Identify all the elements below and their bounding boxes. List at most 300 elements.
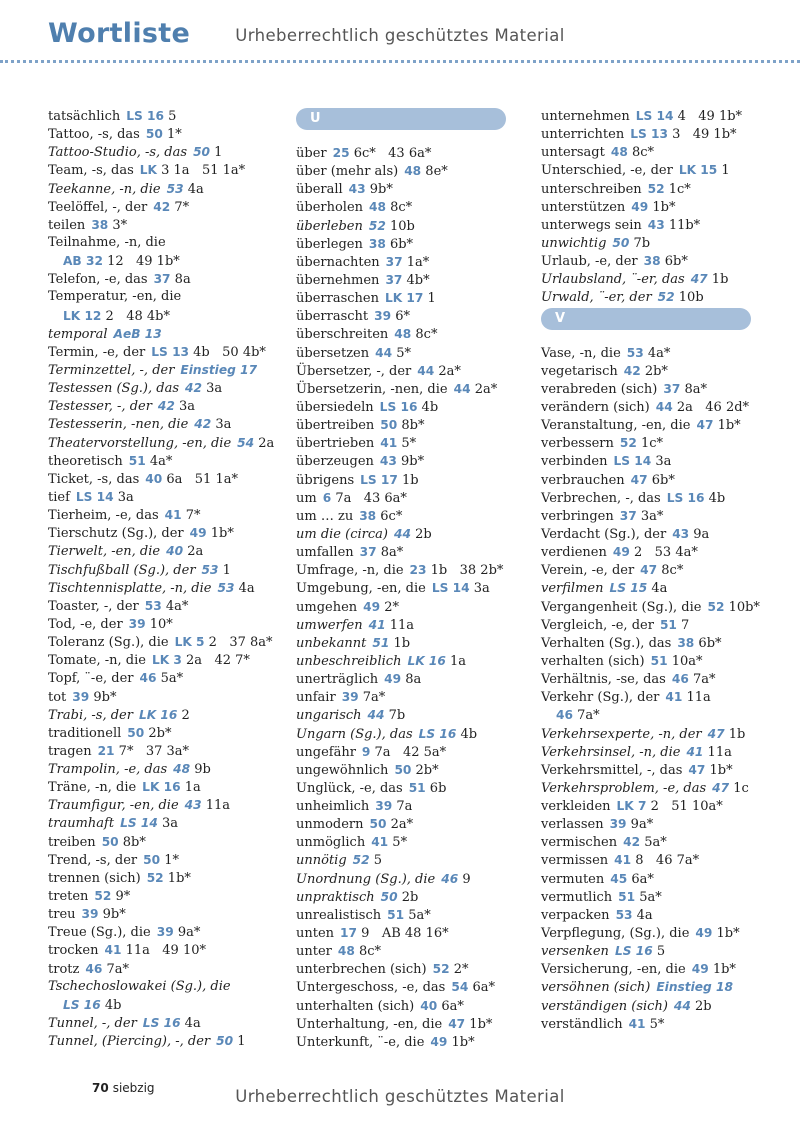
headword: verständlich bbox=[541, 1016, 623, 1032]
exercise-reference: 9b* bbox=[98, 907, 126, 923]
header-divider bbox=[0, 60, 800, 63]
headword: tief bbox=[48, 489, 70, 505]
lesson-reference: 52 bbox=[647, 181, 665, 196]
headword: Träne, -n, die bbox=[48, 780, 137, 796]
exercise-reference: 6a 51 1a* bbox=[162, 471, 238, 487]
list-item bbox=[296, 725, 546, 743]
exercise-reference: 8a* bbox=[680, 381, 708, 397]
exercise-reference: 1 bbox=[218, 562, 231, 578]
lesson-reference: 48 bbox=[394, 327, 412, 342]
lesson-reference: Einstieg 18 bbox=[656, 980, 733, 995]
headword: Tomate, -n, die bbox=[48, 653, 146, 669]
headword: Verkehrsproblem, -e, das bbox=[541, 780, 707, 796]
exercise-reference: 11a bbox=[682, 690, 711, 706]
exercise-reference: 3 1a 51 1a* bbox=[157, 163, 246, 179]
list-item bbox=[541, 234, 791, 252]
exercise-reference: 4b* bbox=[402, 272, 430, 288]
lesson-reference: 52 bbox=[94, 889, 112, 904]
exercise-reference: 4b bbox=[456, 726, 478, 742]
list-item bbox=[541, 180, 791, 198]
headword: verfilmen bbox=[541, 581, 604, 597]
list-item bbox=[296, 978, 546, 996]
list-item bbox=[296, 870, 546, 888]
headword: umwerfen bbox=[296, 617, 363, 633]
lesson-reference: 38 bbox=[677, 635, 695, 650]
headword: Urlaub, -e, der bbox=[541, 254, 638, 270]
headword: unpraktisch bbox=[296, 889, 375, 905]
headword: Übersetzer, -, der bbox=[296, 363, 412, 379]
lesson-reference: 47 bbox=[640, 563, 658, 578]
headword: trennen (sich) bbox=[48, 870, 141, 886]
list-item bbox=[541, 743, 791, 761]
headword: Verhältnis, -se, das bbox=[541, 672, 666, 688]
list-item bbox=[541, 833, 791, 851]
list-item bbox=[48, 742, 298, 760]
lesson-reference: LS 14 bbox=[613, 454, 652, 469]
list-item bbox=[48, 851, 298, 869]
lesson-reference: 53 bbox=[626, 345, 644, 360]
headword: Versicherung, -en, die bbox=[541, 962, 686, 978]
list-item bbox=[296, 325, 546, 343]
headword: tragen bbox=[48, 743, 92, 759]
exercise-reference: 4b 50 4b* bbox=[189, 344, 266, 360]
exercise-reference: 4a* bbox=[145, 453, 173, 469]
list-item bbox=[296, 235, 546, 253]
list-item bbox=[48, 688, 298, 706]
headword: unbekannt bbox=[296, 635, 367, 651]
exercise-reference: 11a bbox=[201, 798, 231, 814]
list-item bbox=[296, 960, 546, 978]
exercise-reference: 6b* bbox=[385, 236, 414, 252]
list-item bbox=[296, 289, 546, 307]
list-item bbox=[48, 706, 298, 724]
page-word: siebzig bbox=[112, 1081, 155, 1095]
list-item bbox=[48, 434, 298, 452]
lesson-reference: AeB 13 bbox=[113, 326, 162, 341]
list-item bbox=[296, 525, 546, 543]
lesson-reference: 53 bbox=[144, 598, 162, 613]
exercise-reference: 6b* bbox=[647, 472, 675, 488]
lesson-reference: 53 bbox=[217, 580, 235, 595]
list-item bbox=[296, 797, 546, 815]
exercise-reference: 1c* bbox=[636, 436, 664, 452]
list-item bbox=[296, 344, 546, 362]
headword: umfallen bbox=[296, 545, 354, 561]
list-item bbox=[48, 506, 298, 524]
exercise-reference: 3a* bbox=[636, 508, 664, 524]
list-item bbox=[48, 651, 298, 669]
list-item bbox=[48, 288, 298, 306]
lesson-reference: 9 bbox=[361, 744, 371, 759]
lesson-reference: 37 bbox=[385, 272, 403, 287]
list-item bbox=[48, 960, 298, 978]
word-column-3 bbox=[541, 107, 791, 1033]
exercise-reference: 5* bbox=[397, 436, 417, 452]
list-item bbox=[296, 489, 546, 507]
headword: unterschreiben bbox=[541, 181, 642, 197]
exercise-reference: 1b* bbox=[206, 526, 234, 542]
exercise-reference: 1b 38 2b* bbox=[426, 563, 504, 579]
list-item bbox=[48, 869, 298, 887]
lesson-reference: 50 bbox=[216, 1034, 234, 1049]
list-item bbox=[48, 905, 298, 923]
list-item bbox=[48, 887, 298, 905]
lesson-reference: 52 bbox=[146, 870, 164, 885]
lesson-reference: 41 bbox=[164, 508, 182, 523]
exercise-reference: 8c* bbox=[627, 145, 655, 161]
headword: Vase, -n, die bbox=[541, 345, 621, 361]
exercise-reference: 5a* bbox=[404, 907, 431, 923]
list-item bbox=[296, 779, 546, 797]
headword: unterstützen bbox=[541, 199, 626, 215]
headword: Tunnel, -, der bbox=[48, 1016, 137, 1032]
headword: vermuten bbox=[541, 871, 605, 887]
lesson-reference: 53 bbox=[166, 181, 184, 196]
list-item bbox=[541, 1015, 791, 1033]
headword: Theatervorstellung, -en, die bbox=[48, 435, 232, 451]
list-item bbox=[541, 706, 791, 724]
headword: Trampolin, -e, das bbox=[48, 762, 168, 778]
list-item bbox=[48, 615, 298, 633]
headword: Treue (Sg.), die bbox=[48, 925, 151, 941]
exercise-reference: 8 46 7a* bbox=[631, 853, 700, 869]
lesson-reference: 50 bbox=[380, 418, 398, 433]
list-item bbox=[541, 688, 791, 706]
headword: unrealistisch bbox=[296, 907, 382, 923]
headword: Tattoo, -s, das bbox=[48, 127, 140, 143]
lesson-reference: 37 bbox=[385, 254, 403, 269]
headword: verbessern bbox=[541, 436, 614, 452]
list-item bbox=[48, 452, 298, 470]
list-item bbox=[541, 761, 791, 779]
exercise-reference: 3a bbox=[157, 816, 178, 832]
headword: trotz bbox=[48, 961, 80, 977]
headword: Urwald, ¨-er, der bbox=[541, 290, 652, 306]
lesson-reference: 37 bbox=[153, 272, 171, 287]
lesson-reference: 48 bbox=[337, 944, 355, 959]
lesson-reference: 49 bbox=[691, 962, 709, 977]
headword: traumhaft bbox=[48, 816, 115, 832]
exercise-reference: 7b bbox=[384, 708, 406, 724]
lesson-reference: 47 bbox=[707, 726, 725, 741]
exercise-reference: 2a* bbox=[470, 381, 498, 397]
list-item bbox=[541, 779, 791, 797]
exercise-reference: 1b* bbox=[705, 762, 733, 778]
exercise-reference: 2a* bbox=[386, 817, 414, 833]
headword: übrigens bbox=[296, 472, 355, 488]
exercise-reference: 8a bbox=[170, 272, 191, 288]
lesson-reference: LS 16 bbox=[614, 944, 653, 959]
exercise-reference: 8c* bbox=[411, 327, 438, 343]
headword: Tunnel, (Piercing), -, der bbox=[48, 1034, 211, 1050]
headword: Termin, -e, der bbox=[48, 344, 146, 360]
headword: unterrichten bbox=[541, 127, 625, 143]
list-item bbox=[541, 634, 791, 652]
exercise-reference: 1b* bbox=[713, 418, 741, 434]
exercise-reference: 11a bbox=[703, 744, 732, 760]
headword: überraschen bbox=[296, 291, 379, 307]
lesson-reference: 43 bbox=[647, 217, 665, 232]
headword: unwichtig bbox=[541, 235, 607, 251]
list-item bbox=[541, 942, 791, 960]
headword: Teilnahme, -n, die bbox=[48, 234, 166, 250]
headword: Untergeschoss, -e, das bbox=[296, 980, 446, 996]
exercise-reference: 7* 37 3a* bbox=[114, 743, 190, 759]
lesson-reference: 52 bbox=[657, 290, 675, 305]
headword: Telefon, -e, das bbox=[48, 272, 148, 288]
headword: Unterschied, -e, der bbox=[541, 163, 673, 179]
lesson-reference: 43 bbox=[348, 182, 366, 197]
headword: Tierheim, -e, das bbox=[48, 508, 159, 524]
exercise-reference: 8b* bbox=[118, 834, 146, 850]
headword: übernehmen bbox=[296, 272, 380, 288]
exercise-reference: 12 49 1b* bbox=[102, 254, 180, 270]
lesson-reference: 50 bbox=[145, 127, 163, 142]
exercise-reference: 2b* bbox=[640, 363, 668, 379]
headword: Verhalten (Sg.), das bbox=[541, 635, 672, 651]
exercise-reference: 2a 46 2d* bbox=[672, 399, 750, 415]
list-item bbox=[48, 107, 298, 125]
list-item bbox=[296, 815, 546, 833]
list-item bbox=[296, 452, 546, 470]
lesson-reference: 44 bbox=[375, 345, 393, 360]
headword: um die (circa) bbox=[296, 526, 388, 542]
lesson-reference: 41 bbox=[686, 744, 704, 759]
exercise-reference: 5 bbox=[652, 944, 666, 960]
exercise-reference: 1b* bbox=[708, 962, 736, 978]
headword: übernachten bbox=[296, 254, 380, 270]
list-item bbox=[541, 960, 791, 978]
list-item bbox=[48, 597, 298, 615]
exercise-reference: 10a* bbox=[667, 653, 703, 669]
headword: Testesserin, -nen, die bbox=[48, 417, 189, 433]
headword: treiben bbox=[48, 834, 96, 850]
list-item bbox=[296, 634, 546, 652]
headword: teilen bbox=[48, 217, 86, 233]
watermark-bottom: Urheberrechtlich geschütztes Material bbox=[235, 1087, 565, 1106]
lesson-reference: 38 bbox=[368, 236, 386, 251]
exercise-reference: 2 51 10a* bbox=[646, 799, 723, 815]
exercise-reference: 2 37 8a* bbox=[204, 635, 273, 651]
headword: verständigen (sich) bbox=[541, 998, 668, 1014]
list-item bbox=[48, 361, 298, 379]
headword: vermischen bbox=[541, 835, 618, 851]
exercise-reference: 3a bbox=[113, 489, 134, 505]
lesson-reference: LS 16 bbox=[63, 997, 101, 1012]
lesson-reference: 43 bbox=[672, 526, 690, 541]
lesson-reference: 49 bbox=[384, 672, 402, 687]
exercise-reference: 1b bbox=[397, 472, 419, 488]
headword: tot bbox=[48, 689, 67, 705]
exercise-reference: 8b* bbox=[397, 418, 425, 434]
headword: unterhalten (sich) bbox=[296, 998, 415, 1014]
headword: übertrieben bbox=[296, 436, 375, 452]
lesson-reference: 49 bbox=[189, 526, 207, 541]
lesson-reference: 39 bbox=[374, 309, 392, 324]
lesson-reference: LK 12 bbox=[63, 308, 102, 323]
list-item bbox=[48, 996, 298, 1014]
exercise-reference: 6a* bbox=[468, 980, 495, 996]
list-item bbox=[48, 633, 298, 651]
list-item bbox=[296, 851, 546, 869]
list-item bbox=[48, 778, 298, 796]
lesson-reference: 42 bbox=[194, 417, 212, 432]
list-item bbox=[48, 760, 298, 778]
headword: unheimlich bbox=[296, 799, 370, 815]
list-item bbox=[541, 270, 791, 288]
exercise-reference: 6b bbox=[425, 780, 447, 796]
headword: versenken bbox=[541, 944, 609, 960]
list-item bbox=[48, 978, 298, 996]
lesson-reference: 38 bbox=[643, 254, 661, 269]
lesson-reference: LK 3 bbox=[151, 653, 182, 668]
list-item bbox=[296, 380, 546, 398]
exercise-reference: 4a bbox=[632, 907, 653, 923]
list-item bbox=[296, 162, 546, 180]
list-item bbox=[541, 924, 791, 942]
exercise-reference: 7a* bbox=[572, 708, 600, 724]
lesson-reference: 50 bbox=[369, 817, 387, 832]
lesson-reference: 39 bbox=[609, 817, 627, 832]
headword: Tierschutz (Sg.), der bbox=[48, 526, 184, 542]
headword: Ticket, -s, das bbox=[48, 471, 140, 487]
lesson-reference: 42 bbox=[157, 399, 175, 414]
exercise-reference: 1a bbox=[445, 653, 467, 669]
headword: Tischtennisplatte, -n, die bbox=[48, 580, 212, 596]
list-item bbox=[48, 724, 298, 742]
list-item bbox=[541, 398, 791, 416]
exercise-reference: 7a* bbox=[688, 672, 716, 688]
list-item bbox=[48, 397, 298, 415]
headword: ungarisch bbox=[296, 708, 362, 724]
headword: Veranstaltung, -en, die bbox=[541, 418, 691, 434]
lesson-reference: Einstieg 17 bbox=[180, 362, 258, 377]
headword: über bbox=[296, 146, 327, 161]
lesson-reference: 38 bbox=[91, 217, 109, 232]
exercise-reference: 1* bbox=[160, 852, 179, 868]
exercise-reference: 4a bbox=[647, 581, 668, 597]
exercise-reference: 9 bbox=[458, 871, 471, 887]
headword: versöhnen (sich) bbox=[541, 980, 651, 996]
list-item bbox=[296, 434, 546, 452]
list-item bbox=[296, 598, 546, 616]
headword: vermissen bbox=[541, 853, 609, 869]
lesson-reference: 52 bbox=[352, 853, 370, 868]
exercise-reference: 9b bbox=[190, 762, 211, 778]
list-item bbox=[296, 1033, 546, 1051]
list-item bbox=[541, 561, 791, 579]
exercise-reference: 9b* bbox=[365, 182, 393, 198]
headword: überschreiten bbox=[296, 327, 389, 343]
headword: unmöglich bbox=[296, 835, 366, 851]
lesson-reference: 40 bbox=[420, 998, 438, 1013]
lesson-reference: LS 13 bbox=[151, 344, 190, 359]
lesson-reference: LS 17 bbox=[360, 472, 398, 487]
headword: Unordnung (Sg.), die bbox=[296, 871, 436, 887]
list-item bbox=[296, 579, 546, 597]
list-item bbox=[296, 942, 546, 960]
headword: Unterhaltung, -en, die bbox=[296, 1016, 443, 1032]
list-item bbox=[296, 616, 546, 634]
list-item bbox=[541, 434, 791, 452]
lesson-reference: 37 bbox=[359, 545, 377, 560]
lesson-reference: LS 16 bbox=[418, 726, 457, 741]
headword: ungewöhnlich bbox=[296, 762, 389, 778]
list-item bbox=[48, 923, 298, 941]
exercise-reference: 9b* bbox=[89, 689, 117, 705]
list-item bbox=[48, 379, 298, 397]
headword: Tschechoslowakei (Sg.), die bbox=[48, 978, 231, 994]
exercise-reference: 1* bbox=[162, 127, 182, 143]
exercise-reference: 7a bbox=[392, 799, 413, 815]
lesson-reference: 54 bbox=[451, 980, 469, 995]
lesson-reference: 46 bbox=[85, 961, 103, 976]
list-item bbox=[541, 452, 791, 470]
lesson-reference: 49 bbox=[363, 599, 381, 614]
headword: Teelöffel, -, der bbox=[48, 199, 148, 215]
exercise-reference: 10* bbox=[145, 616, 173, 632]
list-item bbox=[541, 906, 791, 924]
list-item bbox=[48, 561, 298, 579]
list-item bbox=[48, 796, 298, 814]
lesson-reference: 42 bbox=[185, 381, 202, 396]
lesson-reference: LK 16 bbox=[407, 653, 446, 668]
lesson-reference: 40 bbox=[166, 544, 184, 559]
lesson-reference: LS 15 bbox=[609, 581, 648, 596]
list-item bbox=[541, 616, 791, 634]
list-item bbox=[296, 543, 546, 561]
exercise-reference: 4a bbox=[234, 580, 255, 596]
exercise-reference: 9* bbox=[111, 889, 131, 905]
lesson-reference: LS 14 bbox=[75, 489, 114, 504]
list-item bbox=[48, 307, 298, 325]
lesson-reference: 44 bbox=[393, 526, 411, 541]
lesson-reference: LK 7 bbox=[616, 799, 647, 814]
list-item bbox=[296, 180, 546, 198]
exercise-reference: 7a 43 6a* bbox=[331, 490, 407, 506]
list-item bbox=[48, 542, 298, 560]
lesson-reference: 51 bbox=[659, 617, 677, 632]
headword: Umgebung, -en, die bbox=[296, 581, 426, 597]
headword: um … zu bbox=[296, 508, 354, 524]
headword: um bbox=[296, 490, 317, 506]
page-title: Wortliste bbox=[48, 18, 191, 49]
exercise-reference: 2* bbox=[380, 599, 400, 615]
exercise-reference: 1b* bbox=[648, 199, 676, 215]
exercise-reference: 8a* bbox=[376, 545, 404, 561]
lesson-reference: 47 bbox=[448, 1016, 466, 1031]
headword: vermutlich bbox=[541, 889, 613, 905]
exercise-reference: 6a* bbox=[437, 998, 464, 1014]
headword: unter bbox=[296, 944, 332, 960]
lesson-reference: 49 bbox=[631, 199, 649, 214]
lesson-reference: 42 bbox=[623, 835, 641, 850]
list-item bbox=[541, 107, 791, 125]
exercise-reference: 7a 42 5a* bbox=[370, 744, 447, 760]
exercise-reference: 1c bbox=[729, 780, 749, 796]
headword: überholen bbox=[296, 200, 364, 216]
list-item bbox=[541, 543, 791, 561]
lesson-reference: 49 bbox=[612, 545, 630, 560]
exercise-reference: 1c* bbox=[664, 181, 691, 197]
lesson-reference: LS 14 bbox=[120, 816, 158, 831]
list-item bbox=[541, 851, 791, 869]
lesson-reference: 38 bbox=[359, 508, 377, 523]
headword: verkleiden bbox=[541, 799, 611, 815]
lesson-reference: 42 bbox=[153, 199, 171, 214]
lesson-reference: 50 bbox=[612, 235, 630, 250]
list-item bbox=[48, 579, 298, 597]
